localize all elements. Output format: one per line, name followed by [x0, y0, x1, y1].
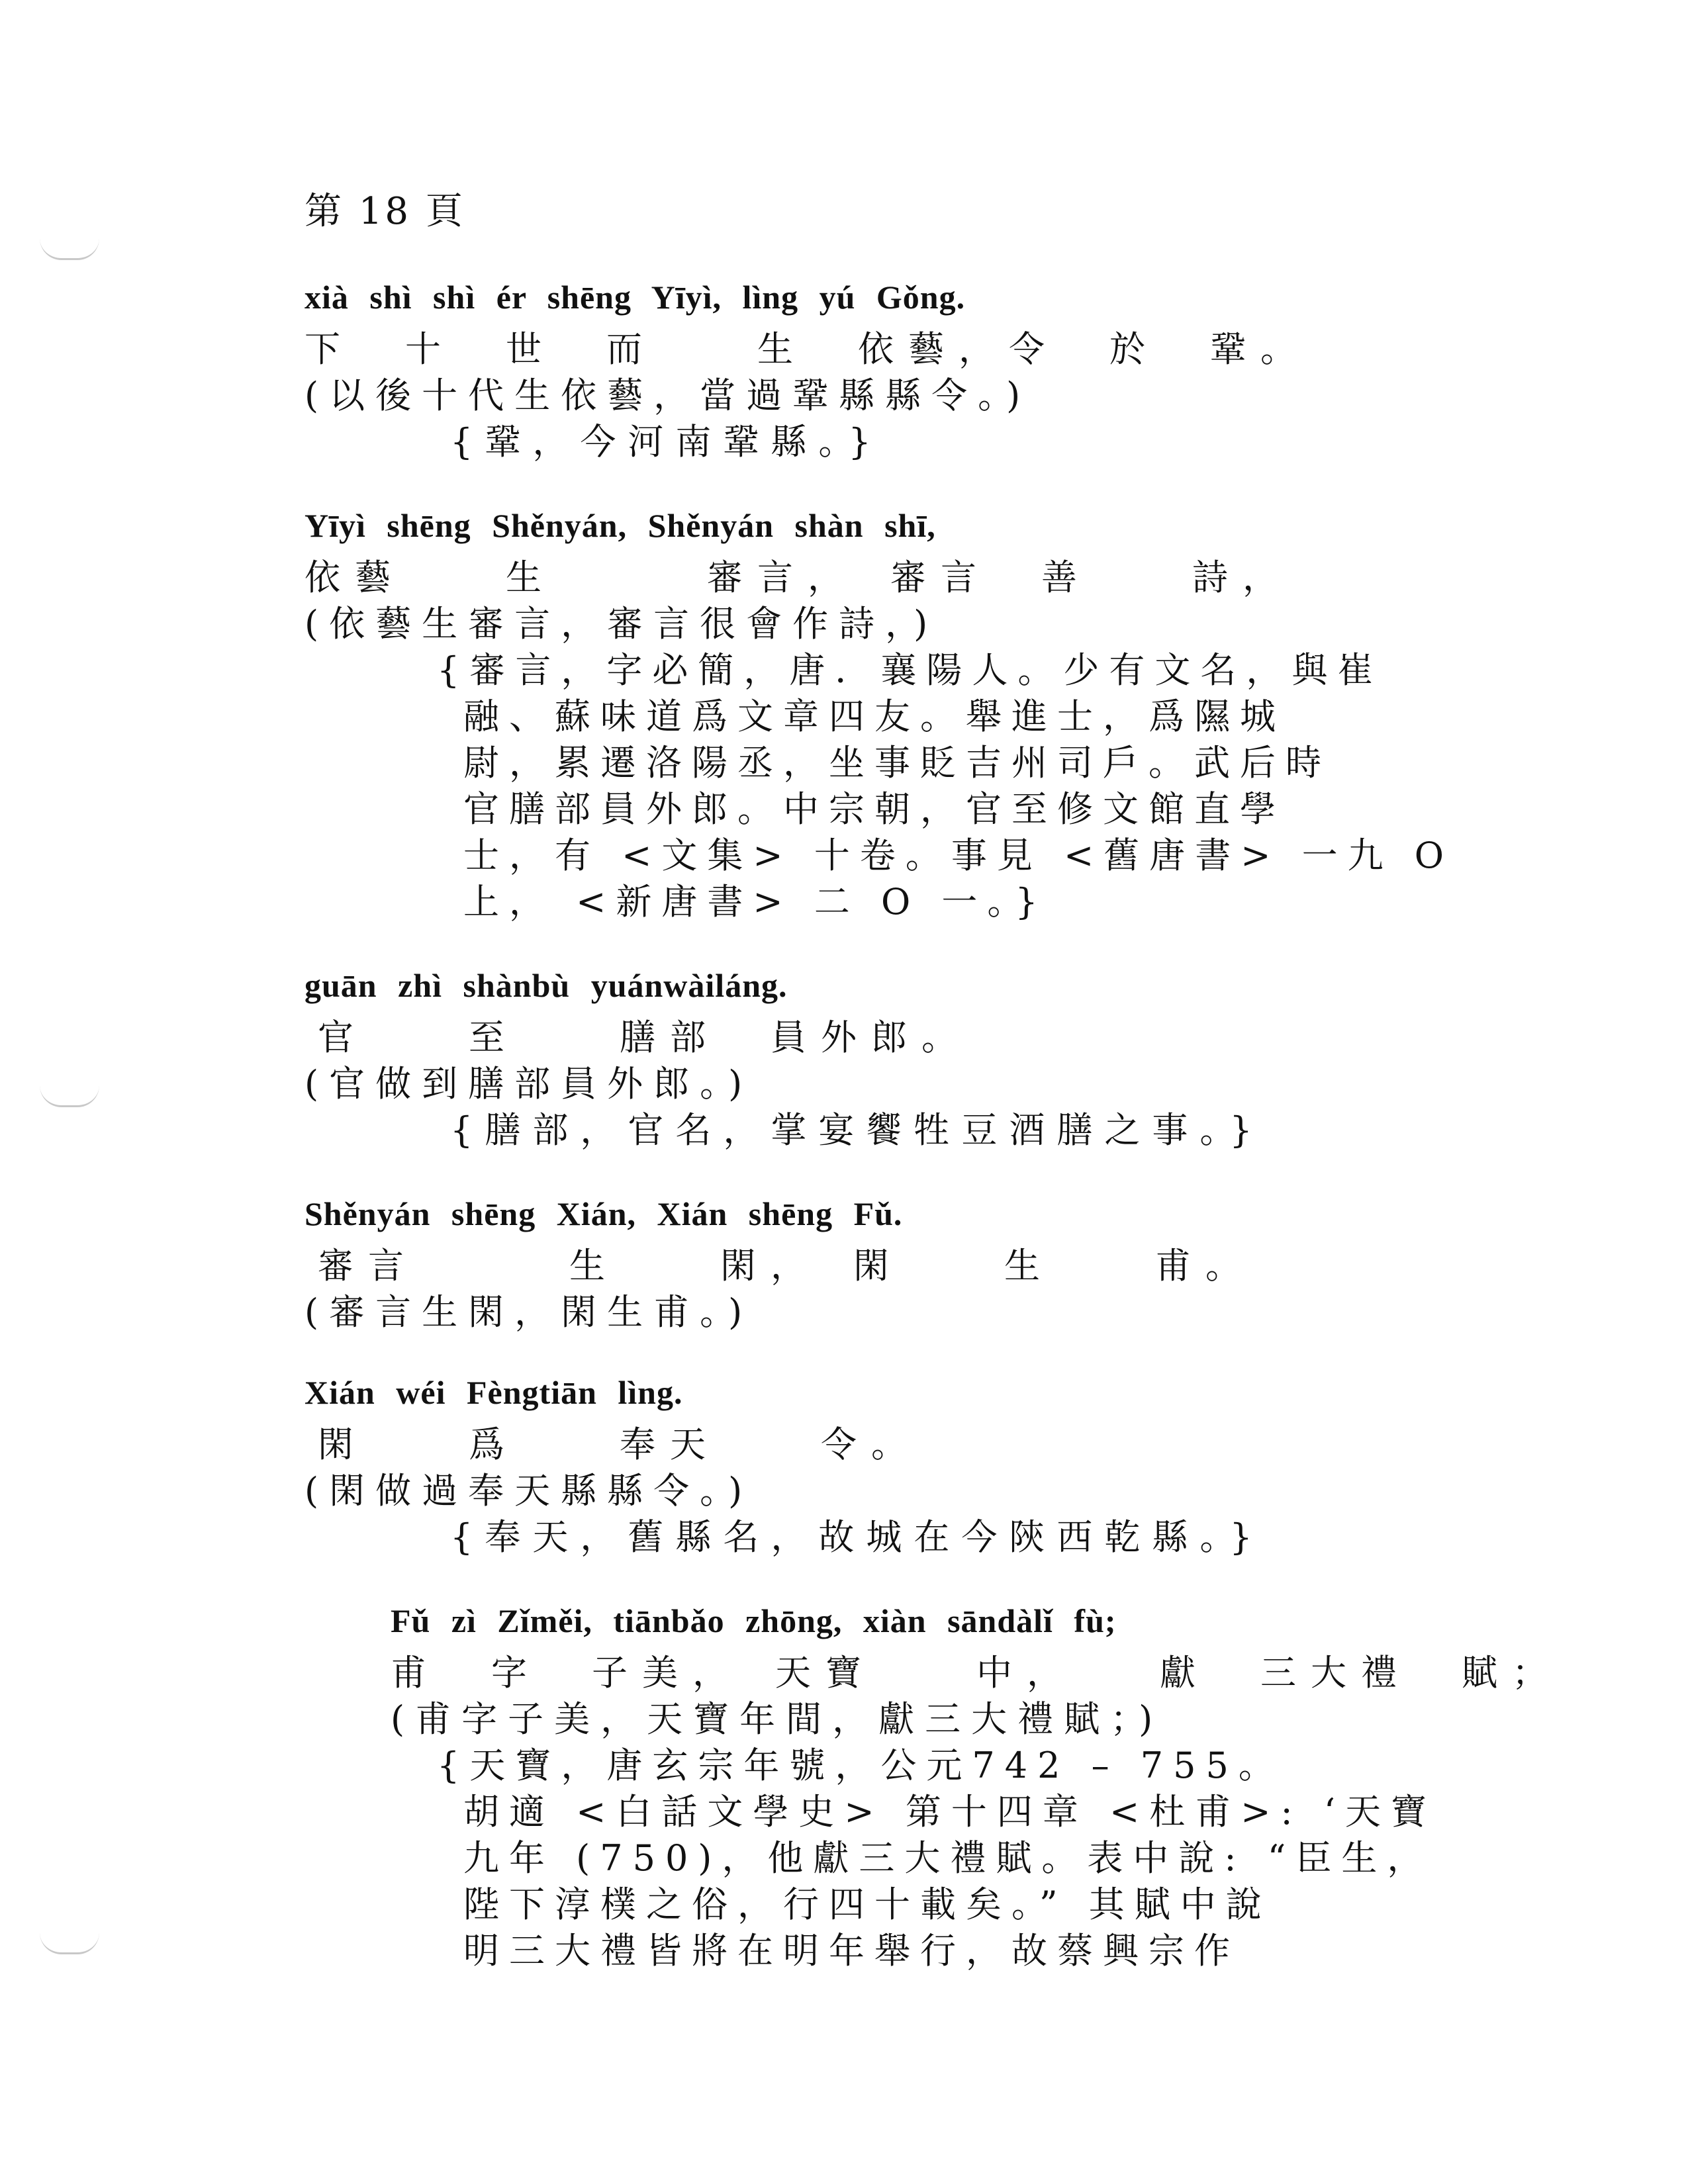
pinyin-line: Xián wéi Fèngtiān lìng. [305, 1374, 683, 1411]
paraphrase-line: (官做到膳部員外郎。) [305, 1063, 753, 1105]
note-line: 明三大禮皆將在明年舉行，故蔡興宗作 [463, 1930, 1240, 1972]
note-line: 士，有 <文集> 十卷。事見 <舊唐書> 一九 O [463, 835, 1454, 876]
note-line: 上， <新唐書> 二 O 一。} [463, 881, 1048, 923]
note-line: {膳部，官名，掌宴饗牲豆酒膳之事。} [450, 1109, 1264, 1151]
note-line: {天寶，唐玄宗年號，公元742 – 755。 [437, 1745, 1284, 1786]
pinyin-line: xià shì shì ér shēng Yīyì, lìng yú Gǒng. [305, 279, 966, 316]
scan-punch-mark [40, 238, 99, 260]
note-line: {奉天，舊縣名，故城在今陝西乾縣。} [450, 1516, 1264, 1558]
note-line: 九年 (750)，他獻三大禮賦。表中說: “臣生， [463, 1837, 1433, 1879]
page-header: 第 18 頁 [305, 190, 465, 233]
pinyin-line: Shěnyán shēng Xián, Xián shēng Fǔ. [305, 1195, 903, 1232]
note-line: 尉，累遷洛陽丞，坐事貶吉州司戶。武后時 [463, 742, 1331, 784]
paraphrase-line: (以後十代生依藝，當過鞏縣縣令。) [305, 375, 1031, 416]
scan-punch-mark [40, 1085, 99, 1107]
hanzi-line: 下 十 世 而 生 依藝，令 於 鞏。 [305, 328, 1311, 370]
hanzi-line: 閑 爲 奉天 令。 [318, 1424, 921, 1465]
note-line: 官膳部員外郎。中宗朝，官至修文館直學 [463, 788, 1286, 830]
hanzi-line: 官 至 膳部 員外郎。 [318, 1017, 972, 1058]
note-line: {審言，字必簡，唐．襄陽人。少有文名，與崔 [437, 649, 1383, 691]
paraphrase-line: (閑做過奉天縣縣令。) [305, 1470, 753, 1512]
pinyin-line: Fǔ zì Zǐměi, tiānbǎo zhōng, xiàn sāndàlǐ fù; [391, 1602, 1117, 1639]
note-line: {鞏，今河南鞏縣。} [450, 421, 883, 463]
note-line: 陛下淳樸之俗，行四十載矣。” 其賦中說 [463, 1884, 1272, 1925]
paraphrase-line: (審言生閑，閑生甫。) [305, 1291, 753, 1333]
hanzi-line: 依藝 生 審言， 審言 善 詩， [305, 557, 1293, 598]
note-line: 胡適 <白話文學史> 第十四章 <杜甫>: ‘天寶 [463, 1791, 1437, 1833]
note-line: 融、蘇味道爲文章四友。舉進士，爲隰城 [463, 696, 1286, 737]
paraphrase-line: (依藝生審言，審言很會作詩，) [305, 603, 939, 645]
scan-punch-mark [40, 1933, 99, 1954]
hanzi-line: 審言 生 閑， 閑 生 甫。 [318, 1245, 1256, 1287]
hanzi-line: 甫 字 子美， 天寶 中， 獻 三大禮 賦； [391, 1652, 1562, 1694]
paraphrase-line: (甫字子美，天寶年間，獻三大禮賦；) [391, 1698, 1164, 1740]
pinyin-line: Yīyì shēng Shěnyán, Shěnyán shàn shī, [305, 507, 936, 544]
pinyin-line: guān zhì shànbù yuánwàiláng. [305, 967, 788, 1004]
